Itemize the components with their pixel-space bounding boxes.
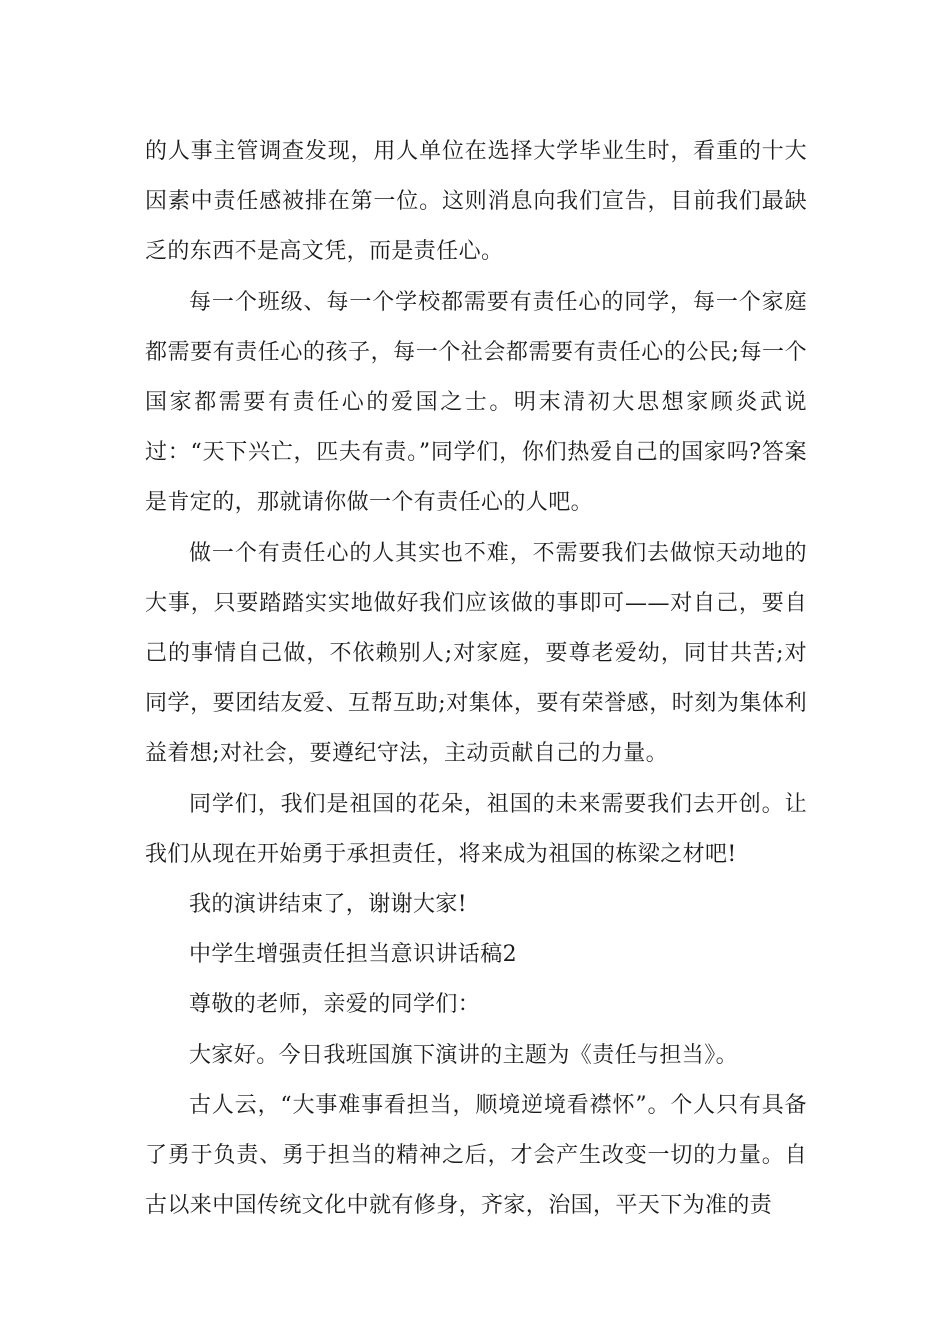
greeting: 大家好。今日我班国旗下演讲的主题为《责任与担当》。 [189, 1042, 739, 1068]
paragraph-3: 做一个有责任心的人其实也不难，不需要我们去做惊天动地的大事，只要踏踏实实地做好我们应该做的事即可——对自己，要自己的事情自己做，不依赖别人;对家庭，要尊老爱幼，同甘共苦;对同学，要团结友爱、互帮互助;对集体，要有荣誉感，时刻为集体利益着想;对社会，要遵纪守法，主动贡献自己的力量。 [145, 540, 807, 767]
section-heading: 中学生增强责任担当意识讲话稿2 [189, 942, 517, 968]
paragraph-1: 的人事主管调查发现，用人单位在选择大学毕业生时，看重的十大因素中责任感被排在第一位。这则消息向我们宣告，目前我们最缺乏的东西不是高文凭，而是责任心。 [145, 139, 807, 265]
paragraph-2: 每一个班级、每一个学校都需要有责任心的同学，每一个家庭都需要有责任心的孩子，每一个社会都需要有责任心的公民;每一个国家都需要有责任心的爱国之士。明末清初大思想家顾炎武说过：“天下兴亡，匹夫有责。”同学们，你们热爱自己的国家吗?答案是肯定的，那就请你做一个有责任心的人吧。 [145, 289, 807, 516]
paragraph-9: 古人云，“大事难事看担当，顺境逆境看襟怀”。个人只有具备了勇于负责、勇于担当的精神之后，才会产生改变一切的力量。自古以来中国传统文化中就有修身，齐家，治国，平天下为准的责 [145, 1092, 807, 1219]
paragraph-5: 我的演讲结束了，谢谢大家! [189, 892, 468, 918]
salutation: 尊敬的老师，亲爱的同学们： [189, 992, 481, 1018]
document-body [145, 127, 807, 1231]
paragraph-4: 同学们，我们是祖国的花朵，祖国的未来需要我们去开创。让我们从现在开始勇于承担责任，将来成为祖国的栋梁之材吧! [145, 791, 807, 867]
